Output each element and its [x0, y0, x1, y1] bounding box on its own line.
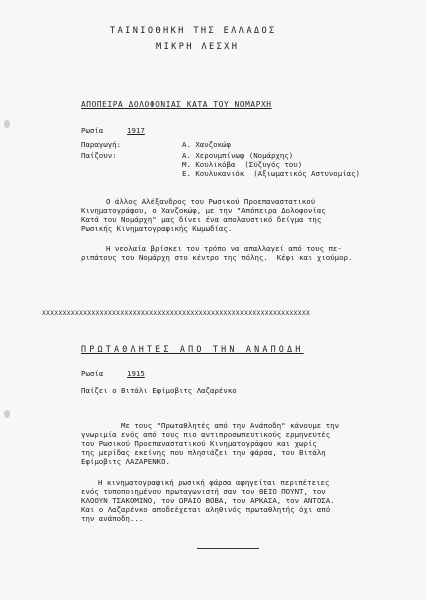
film1-paragraph-line: ριπάτους του Νομάρχη στο κέντρο της πόλης. Κέφι και χιούμορ.: [81, 253, 353, 262]
section-separator: XXXXXXXXXXXXXXXXXXXXXXXXXXXXXXXXXXXXXXXXXXXXXXXXXXXXXXXXXXXXXXXXX: [42, 310, 311, 317]
film1-country: Ρωσία: [81, 126, 104, 135]
film2-cast-line: Παίζει ο Βιτάλι Εφίμοβιτς Λαζαρένκο: [81, 386, 237, 395]
film1-cast-label: Παίζουν:: [81, 151, 117, 160]
film2-paragraph-line: Με τους "Πρωταθλητές από την Ανάποδη" κάνουμε την: [121, 421, 340, 430]
film2-title: ΠΡΩΤΑΘΛΗΤΕΣ ΑΠΟ ΤΗΝ ΑΝΑΠΟΔΗ: [81, 344, 304, 354]
film1-production-label: Παραγωγή:: [81, 140, 122, 149]
punch-hole-mark: [4, 120, 10, 128]
film2-paragraph-line: την ανάποδη...: [81, 514, 144, 523]
film1-paragraph-line: Κινηματογράφου, ο Χανζοκώφ, με την "Απόπειρα Δολοφονίας: [81, 206, 326, 215]
film1-production-value: Α. Χανζοκώφ: [182, 140, 231, 149]
end-dash-rule: [197, 548, 259, 549]
header-archive-name: ΤΑΙΝΙΟΘΗΚΗ ΤΗΣ ΕΛΛΑΔΟΣ: [110, 26, 277, 36]
film1-cast-member: Μ. Κουλικόβα (Σύζυγός του): [182, 160, 303, 169]
film2-paragraph-line: ενός τυποποιημένου πρωταγωνιστή σαν τον ΘΕΙΟ ΠΟΥΝΤ, τον: [81, 487, 326, 496]
film2-paragraph-line: του Ρωσικού Προεπαναστατικού Κινηματογράφου και χωρίς: [81, 439, 317, 448]
film1-paragraph-line: Η νεολαία βρίσκει τον τρόπο να απαλλαγεί από τους πε-: [106, 244, 342, 253]
punch-hole-mark: [4, 410, 10, 418]
header-club-name: ΜΙΚΡΗ ΛΕΣΧΗ: [156, 42, 240, 52]
film2-paragraph-line: Και ο Λαζαρένκο αποδεέχεται αληθινός πρωταθλητής όχι από: [81, 505, 331, 514]
film1-paragraph-line: Κατά του Νομάρχη" μας δίνει ένα απολαυστικό δείγμα της: [81, 215, 322, 224]
film1-paragraph-line: Ο άλλος Αλέξανδρος του Ρωσικού Προεπαναστατικού: [106, 197, 316, 206]
film1-cast-member: Α. Χερουμπίνωφ (Νομάρχης): [182, 151, 294, 160]
film2-paragraph-line: Εφίμοβιτς ΛΑΖΑΡΕΝΚΟ.: [81, 457, 170, 466]
film2-country: Ρωσία: [81, 369, 104, 378]
film2-paragraph-line: ΚΛΟΟΥΝ ΤΣΑΚΟΜΙΝΟ, τον ΩΡΑΙΟ ΒΟΒΑ, τον ΑΡΚΑΣΑ, τον ΑΝΤΟΣΑ.: [81, 496, 335, 505]
film2-paragraph-line: γνωριμία ενός από τους πιο αντιπροσωπευτικούς ερμηνευτές: [81, 430, 331, 439]
film1-paragraph-line: Ρωσικής Κινηματογραφικής Κωμωδίας.: [81, 224, 233, 233]
film2-year: 1915: [127, 369, 145, 378]
film1-year: 1917: [127, 126, 145, 135]
film2-paragraph-line: της μερίδας εκείνης που πλησιάζει την φάρσα, του Βιτάλη: [81, 448, 326, 457]
film1-cast-member: Ε. Κουλυκανιόκ (Αξιωματικός Αστυνομίας): [182, 169, 360, 178]
film2-paragraph-line: Η κινηματογραφική ρωσική φάρσα αφηγείται περιπέτειες: [98, 478, 330, 487]
film1-title: ΑΠΟΠΕΙΡΑ ΔΟΛΟΦΟΝΙΑΣ ΚΑΤΑ ΤΟΥ ΝΟΜΑΡΧΗ: [81, 100, 272, 109]
